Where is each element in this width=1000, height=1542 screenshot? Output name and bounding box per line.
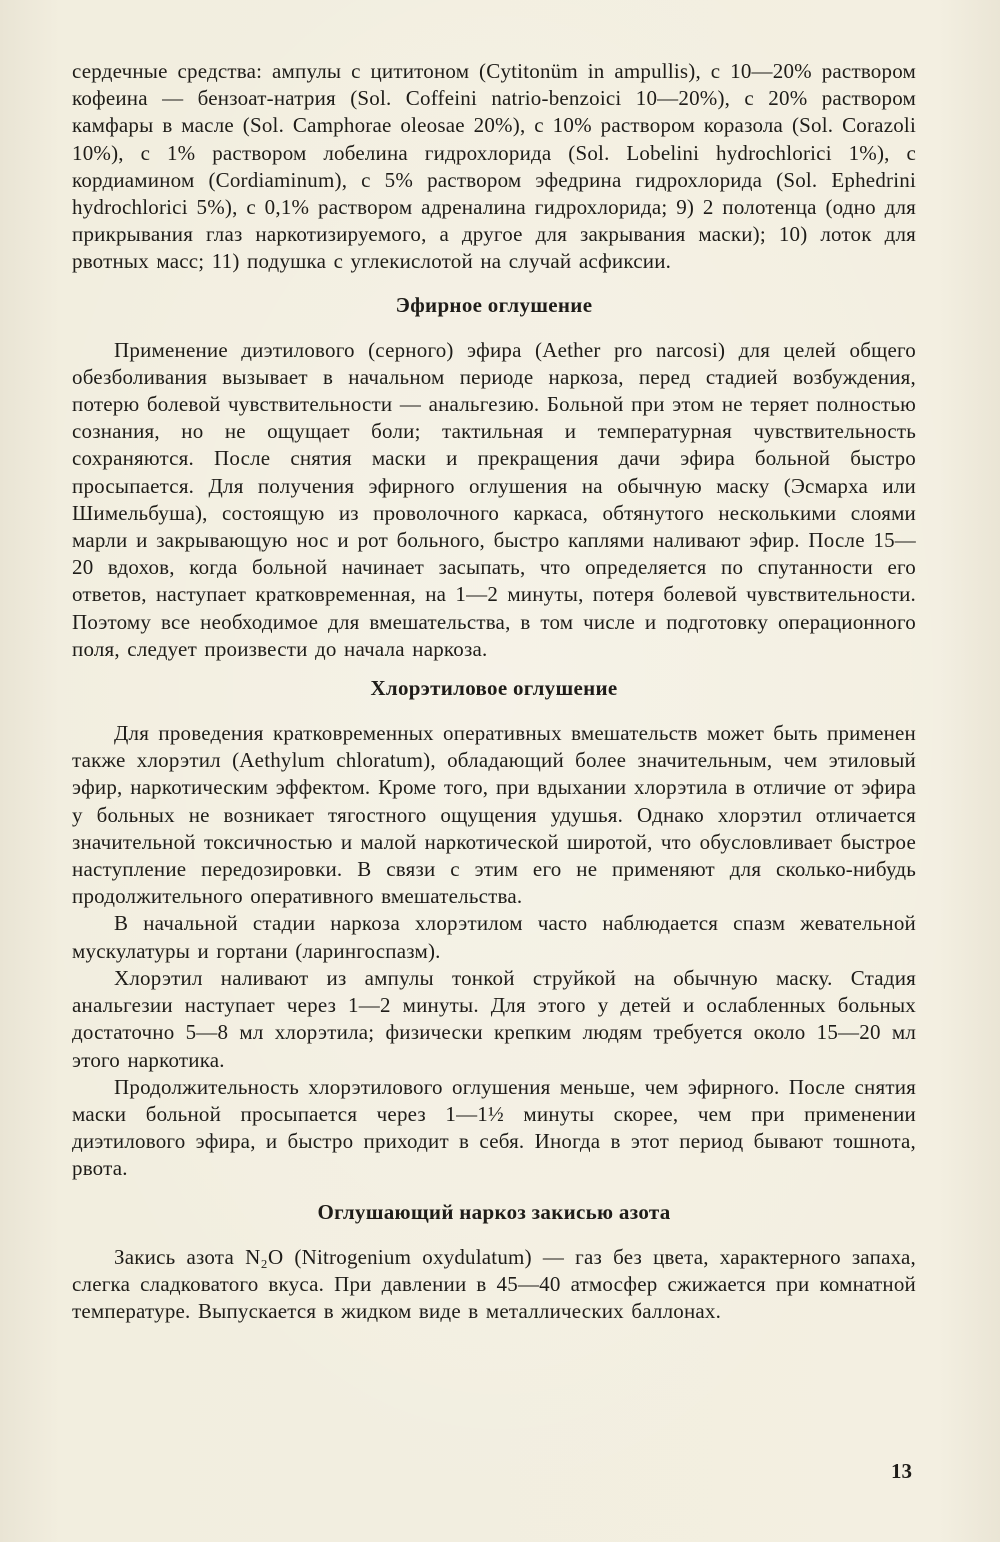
paragraph-ether-stunning: Применение диэтилового (серного) эфира (Aether pro narcosi) для целей общего обезболивания вызывает в начальном периоде наркоза, перед стадией возбуждения, потерю болевой чувствительности — анальгезию. Больной при этом не теряет полностью сознания, но не ощущает боли; тактильная и температурная чувствительность сохраняются. После снятия маски и прекращения дачи эфира больной быстро просыпается. Для получения эфирного оглушения на обычную маску (Эсмарха или Шимельбуша), состоящую из проволочного каркаса, обтянутого несколькими слоями марли и закрывающую нос и рот больного, быстро каплями наливают эфир. После 15—20 вдохов, когда больной начинает засыпать, что определяется по спутанности его ответов, наступает кратковременная, на 1—2 минуты, потеря болевой чувствительности. Поэтому все необходимое для вмешательства, в том числе и подготовку операционного поля, следует произвести до начала наркоза. xyxy=(72,337,916,661)
page-number: 13 xyxy=(891,1459,912,1483)
paragraph-chloroethyl-dosage: Хлорэтил наливают из ампулы тонкой струйкой на обычную маску. Стадия анальгезии наступает через 1—2 минуты. Для этого у детей и ослабленных больных достаточно 5—8 мл хлорэтила; физически крепким людям требуется около 15—20 мл этого наркотика. xyxy=(72,965,916,1072)
section-heading-chloroethyl-stunning: Хлорэтиловое оглушение xyxy=(370,676,618,701)
paragraph-laryngospasm: В начальной стадии наркоза хлорэтилом часто наблюдается спазм жевательной мускулатуры и гортани (ларингоспазм). xyxy=(72,911,916,963)
section-heading-ether-stunning: Эфирное оглушение xyxy=(395,292,593,317)
section-heading-nitrous-oxide-narcosis: Оглушающий наркоз закисью азота xyxy=(317,1199,671,1224)
text-column xyxy=(72,58,916,1325)
paragraph-chloroethyl-duration: Продолжительность хлорэтилового оглушения меньше, чем эфирного. После снятия маски больной просыпается через 1—1½ минуты скорее, чем при применении диэтилового эфира, и быстро приходит в себя. Иногда в этот период бывают тошнота, рвота. xyxy=(72,1074,916,1181)
paragraph-chloroethyl-properties: Для проведения кратковременных оперативных вмешательств может быть применен также хлорэтил (Aethylum chloratum), обладающий более значительным, чем этиловый эфир, наркотическим эффектом. Кроме того, при вдыхании хлорэтила в отличие от эфира у больных не возникает тягостного ощущения удушья. Однако хлорэтил отличается значительной токсичностью и малой наркотической широтой, что обусловливает быстрое наступление передозировки. В связи с этим его не применяют для сколько-нибудь продолжительного оперативного вмешательства. xyxy=(72,721,916,909)
paragraph-nitrous-oxide: Закись азота N₂O (Nitrogenium oxydulatum) — газ без цвета, характерного запаха, слегка сладковатого вкуса. При давлении в 45—40 атмосфер сжижается при комнатной температуре. Выпускается в жидком виде в металлических баллонах. xyxy=(72,1244,916,1323)
paragraph-continuation-medicines: сердечные средства: ампулы с цититоном (Cytitonüm in ampullis), с 10—20% раствором кофеина — бензоат-натрия (Sol. Coffeini natrio-benzoici 10—20%), с 20% раствором камфары в масле (Sol. Camphorae oleosae 20%), с 10% раствором коразола (Sol. Corazoli 10%), с 1% раствором лобелина гидрохлорида (Sol. Lobelini hydrochlorici 1%), с кордиамином (Cordiaminum), с 5% раствором эфедрина гидрохлорида (Sol. Ephedrini hydrochlorici 5%), с 0,1% раствором адреналина гидрохлорида; 9) 2 полотенца (одно для прикрывания глаз наркотизируемого, а другое для закрывания маски); 10) лоток для рвотных масс; 11) подушка с углекислотой на случай асфиксии. xyxy=(72,59,916,274)
